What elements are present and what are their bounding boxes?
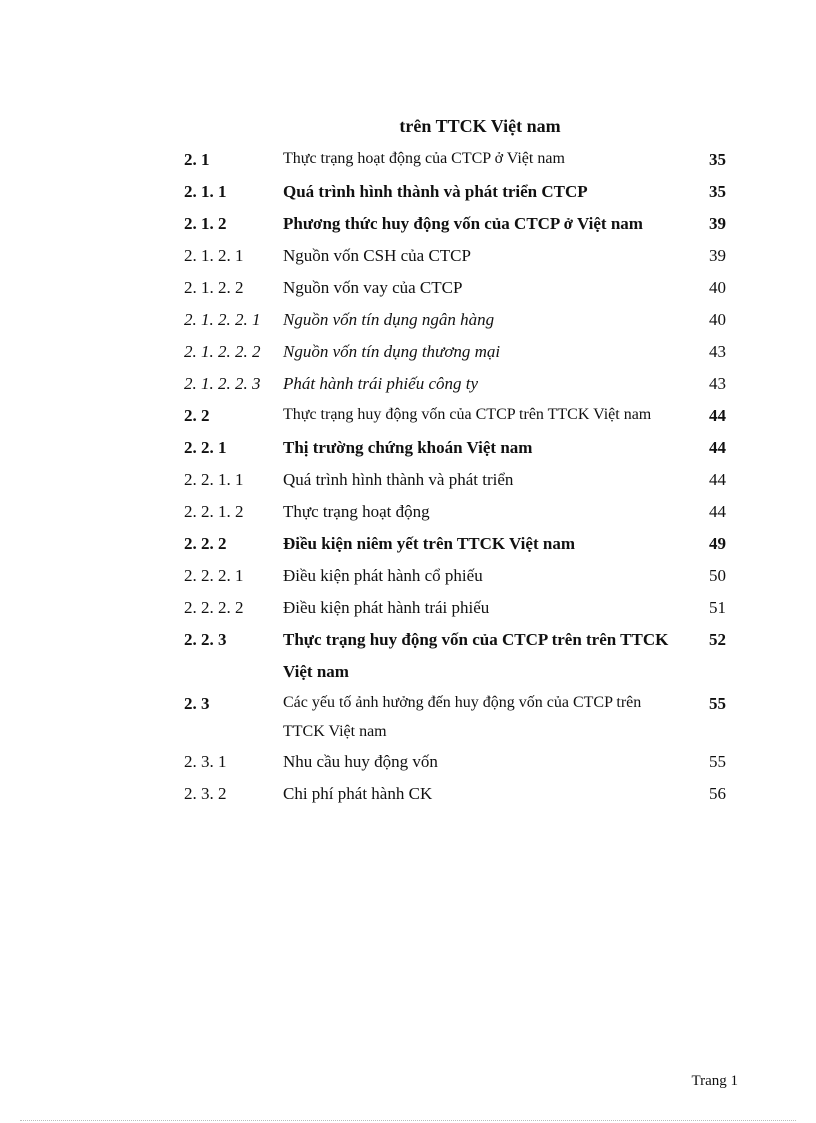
toc-entry-number: 2. 2. 3 (184, 630, 227, 649)
toc-entry-page: 55 (709, 752, 726, 771)
toc-entry-number: 2. 2. 1. 1 (184, 470, 244, 489)
toc-entry-page: 51 (709, 598, 726, 617)
toc-entry-title: Thực trạng huy động vốn của CTCP trên TTCK Việt nam (283, 406, 652, 423)
toc-entry-number: 2. 1. 2. 2 (184, 278, 244, 297)
toc-entry-title: Điều kiện niêm yết trên TTCK Việt nam (283, 534, 575, 553)
toc-entry-number: 2. 1. 1 (184, 182, 227, 201)
toc-entry-number: 2. 1. 2. 2. 2 (184, 342, 261, 361)
toc-entry-title: Thực trạng huy động vốn của CTCP trên trên TTCK Việt nam (283, 630, 669, 681)
toc-entry-number: 2. 2 (184, 406, 210, 425)
toc-entry-title: Điều kiện phát hành cổ phiếu (283, 566, 483, 585)
toc-entry (184, 688, 726, 746)
toc-entry-number: 2. 3. 1 (184, 752, 227, 771)
toc-entry (184, 592, 726, 624)
toc-entry-title: Quá trình hình thành và phát triển CTCP (283, 182, 588, 201)
toc-entry-number: 2. 3. 2 (184, 784, 227, 803)
toc-entry-page: 35 (709, 150, 726, 169)
toc-entry-title: Quá trình hình thành và phát triển (283, 470, 514, 489)
toc-entry-page: 56 (709, 784, 726, 803)
toc-entry-number: 2. 2. 1 (184, 438, 227, 457)
toc-entry-number: 2. 2. 2 (184, 534, 227, 553)
toc-entry-title: Nguồn vốn vay của CTCP (283, 278, 463, 297)
toc-entry-page: 43 (709, 342, 726, 361)
toc-entry (184, 528, 726, 560)
toc-entry-page: 44 (709, 470, 726, 489)
toc-entry (184, 240, 726, 272)
page-bottom-divider (20, 1120, 796, 1121)
toc-entry-number: 2. 2. 2. 1 (184, 566, 244, 585)
toc-entry (184, 746, 726, 778)
toc-entry-page: 50 (709, 566, 726, 585)
toc-entry (184, 432, 726, 464)
toc-entry-title: Nhu cầu huy động vốn (283, 752, 438, 771)
toc-entry-title: Chi phí phát hành CK (283, 784, 433, 803)
toc-entry-page: 44 (709, 406, 726, 425)
toc-entry-title: Thị trường chứng khoán Việt nam (283, 438, 533, 457)
toc-entry-page: 52 (709, 630, 726, 649)
toc-entry-page: 44 (709, 438, 726, 457)
toc-entry-number: 2. 1. 2. 2. 3 (184, 374, 261, 393)
toc-entry-title: Phương thức huy động vốn của CTCP ở Việt nam (283, 214, 643, 233)
toc-entry (184, 304, 726, 336)
toc-entry-page: 39 (709, 246, 726, 265)
toc-entry-page: 35 (709, 182, 726, 201)
toc-entry-page: 44 (709, 502, 726, 521)
toc-entry-title: Thực trạng hoạt động của CTCP ở Việt nam (283, 150, 565, 167)
toc-entry-title: Phát hành trái phiếu công ty (283, 374, 479, 393)
toc-entry-page: 40 (709, 310, 726, 329)
toc-entry-page: 43 (709, 374, 726, 393)
toc-entry-title: Thực trạng hoạt động (283, 502, 430, 521)
toc-entry-page: 40 (709, 278, 726, 297)
page-heading: trên TTCK Việt nam (399, 116, 561, 136)
page-footer: Trang 1 (691, 1073, 738, 1089)
toc-entry-number: 2. 1. 2 (184, 214, 227, 233)
toc-entry-page: 39 (709, 214, 726, 233)
toc-entry-title: Điều kiện phát hành trái phiếu (283, 598, 490, 617)
toc-entry-title: Các yếu tố ảnh hưởng đến huy động vốn của CTCP trên TTCK Việt nam (283, 694, 642, 740)
toc-entry-number: 2. 1. 2. 1 (184, 246, 244, 265)
toc-entry-title: Nguồn vốn tín dụng ngân hàng (283, 310, 495, 329)
table-of-contents (184, 144, 726, 810)
toc-entry (184, 144, 726, 176)
toc-entry (184, 400, 726, 432)
toc-entry (184, 464, 726, 496)
toc-entry (184, 624, 726, 688)
toc-entry (184, 176, 726, 208)
toc-entry-number: 2. 1 (184, 150, 210, 169)
toc-entry (184, 496, 726, 528)
toc-entry (184, 208, 726, 240)
toc-entry-number: 2. 2. 1. 2 (184, 502, 244, 521)
toc-entry (184, 560, 726, 592)
toc-entry-page: 55 (709, 694, 726, 713)
toc-entry-number: 2. 1. 2. 2. 1 (184, 310, 261, 329)
toc-entry (184, 368, 726, 400)
toc-entry (184, 336, 726, 368)
toc-entry-title: Nguồn vốn tín dụng thương mại (283, 342, 501, 361)
toc-entry-page: 49 (709, 534, 726, 553)
toc-entry (184, 778, 726, 810)
toc-entry-number: 2. 2. 2. 2 (184, 598, 244, 617)
toc-entry-number: 2. 3 (184, 694, 210, 713)
toc-entry (184, 272, 726, 304)
toc-entry-title: Nguồn vốn CSH của CTCP (283, 246, 471, 265)
